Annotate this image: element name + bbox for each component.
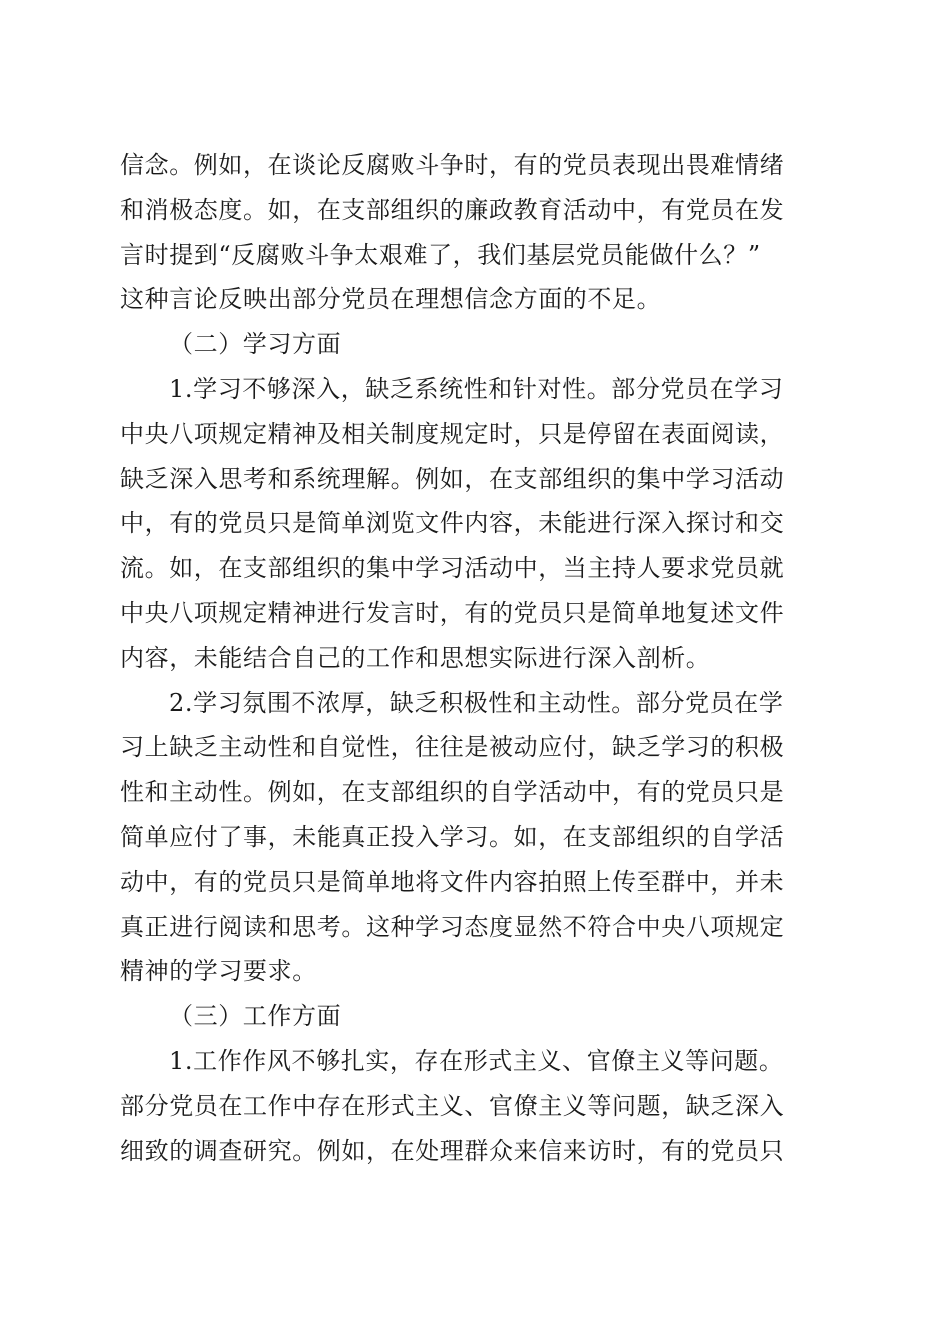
body-line: 中央八项规定精神进行发言时，有的党员只是简单地复述文件 xyxy=(120,598,785,627)
body-line: 部分党员在工作中存在形式主义、官僚主义等问题，缺乏深入 xyxy=(120,1091,785,1120)
body-line: 动中，有的党员只是简单地将文件内容拍照上传至群中，并未 xyxy=(120,867,785,896)
body-line: 真正进行阅读和思考。这种学习态度显然不符合中央八项规定 xyxy=(120,912,785,941)
body-line: 流。如，在支部组织的集中学习活动中，当主持人要求党员就 xyxy=(120,554,785,583)
body-line: 中央八项规定精神及相关制度规定时，只是停留在表面阅读， xyxy=(120,419,785,448)
body-line: 缺乏深入思考和系统理解。例如，在支部组织的集中学习活动 xyxy=(120,464,785,493)
document-body xyxy=(120,143,830,1173)
section-heading-work: （三）工作方面 xyxy=(169,1002,342,1031)
body-line: 精神的学习要求。 xyxy=(120,957,317,986)
paragraph-first-line: 2.学习氛围不浓厚，缺乏积极性和主动性。部分党员在学 xyxy=(169,688,784,717)
body-line: 简单应付了事，未能真正投入学习。如，在支部组织的自学活 xyxy=(120,822,785,851)
body-line: 细致的调查研究。例如，在处理群众来信来访时，有的党员只 xyxy=(120,1136,785,1165)
paragraph-first-line: 1.学习不够深入，缺乏系统性和针对性。部分党员在学习 xyxy=(169,374,784,403)
section-heading-study: （二）学习方面 xyxy=(169,330,342,359)
body-line: 性和主动性。例如，在支部组织的自学活动中，有的党员只是 xyxy=(120,778,785,807)
body-line: 中，有的党员只是简单浏览文件内容，未能进行深入探讨和交 xyxy=(120,509,785,538)
body-line: 和消极态度。如，在支部组织的廉政教育活动中，有党员在发 xyxy=(120,195,785,224)
body-line: 言时提到“反腐败斗争太艰难了，我们基层党员能做什么？” xyxy=(120,240,761,269)
body-line: 这种言论反映出部分党员在理想信念方面的不足。 xyxy=(120,285,662,314)
body-line: 内容，未能结合自己的工作和思想实际进行深入剖析。 xyxy=(120,643,711,672)
paragraph-first-line: 1.工作作风不够扎实，存在形式主义、官僚主义等问题。 xyxy=(169,1046,784,1075)
body-line: 习上缺乏主动性和自觉性，往往是被动应付，缺乏学习的积极 xyxy=(120,733,785,762)
body-line: 信念。例如，在谈论反腐败斗争时，有的党员表现出畏难情绪 xyxy=(120,151,785,179)
